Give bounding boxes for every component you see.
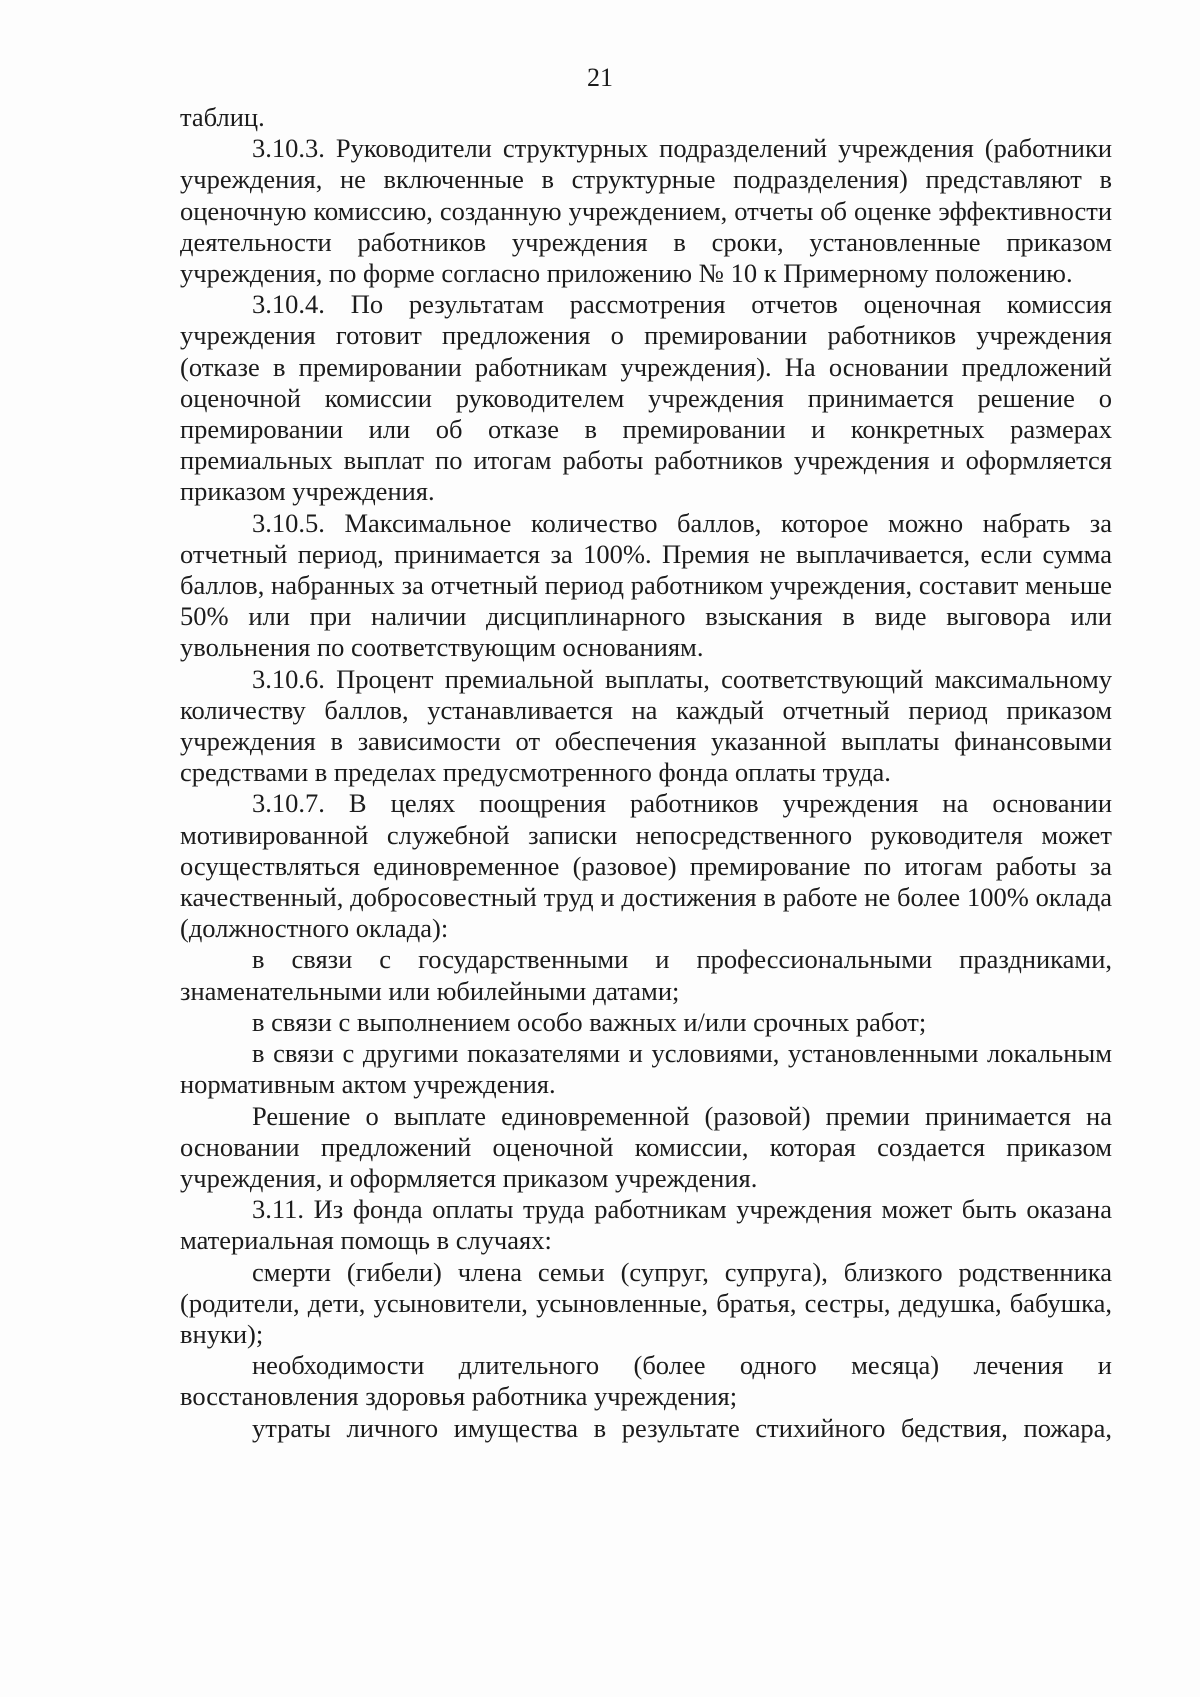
- paragraph-3-10-3: 3.10.3. Руководители структурных подразделений учреждения (работники учреждения, не включенные в структурные подразделения) представляют в оценочную комиссию, созданную учреждением, отчеты об оценке эффективности деятельности работников учреждения в сроки, установленные приказом учреждения, по форме согласно приложению № 10 к Примерному положению.: [180, 133, 1112, 289]
- list-item-death-of-relative: смерти (гибели) члена семьи (супруг, супруга), близкого родственника (родители, дети, усыновители, усыновленные, братья, сестры, дедушка, бабушка, внуки);: [180, 1256, 1112, 1349]
- list-item-loss-of-property: утраты личного имущества в результате стихийного бедствия, пожара,: [252, 1412, 1112, 1443]
- list-item-holidays: в связи с государственными и профессиональными праздниками, знаменательными или юбилейными датами;: [180, 944, 1112, 1006]
- paragraph-3-10-5: 3.10.5. Максимальное количество баллов, которое можно набрать за отчетный период, принимается за 100%. Премия не выплачивается, если сумма баллов, набранных за отчетный период работником учреждения, составит меньше 50% или при наличии дисциплинарного взыскания в виде выговора или увольнения по соответствующим основаниям.: [180, 507, 1112, 663]
- paragraph-bonus-decision: Решение о выплате единовременной (разовой) премии принимается на основании предложений оценочной комиссии, которая создается приказом учреждения, и оформляется приказом учреждения.: [180, 1100, 1112, 1193]
- list-item-urgent-work: в связи с выполнением особо важных и/или срочных работ;: [252, 1006, 927, 1037]
- paragraph-continuation: таблиц.: [180, 102, 265, 132]
- paragraph-3-10-7: 3.10.7. В целях поощрения работников учреждения на основании мотивированной служебной записки непосредственного руководителя может осуществляться единовременное (разовое) премирование по итогам работы за качественный, добросовестный труд и достижения в работе не более 100% оклада (должностного оклада):: [180, 788, 1112, 944]
- paragraph-3-11: 3.11. Из фонда оплаты труда работникам учреждения может быть оказана материальная помощь в случаях:: [180, 1194, 1112, 1256]
- document-body: [180, 102, 1112, 1444]
- page-number: 21: [587, 63, 613, 92]
- paragraph-3-10-6: 3.10.6. Процент премиальной выплаты, соответствующий максимальному количеству баллов, устанавливается на каждый отчетный период приказом учреждения в зависимости от обеспечения указанной выплаты финансовыми средствами в пределах предусмотренного фонда оплаты труда.: [180, 663, 1112, 788]
- list-item-long-treatment: необходимости длительного (более одного месяца) лечения и восстановления здоровья работника учреждения;: [180, 1350, 1112, 1412]
- paragraph-3-10-4: 3.10.4. По результатам рассмотрения отчетов оценочная комиссия учреждения готовит предложения о премировании работников учреждения (отказе в премировании работникам учреждения). На основании предложений оценочной комиссии руководителем учреждения принимается решение о премировании или об отказе в премировании и конкретных размерах премиальных выплат по итогам работы работников учреждения и оформляется приказом учреждения.: [180, 289, 1112, 507]
- list-item-other-indicators: в связи с другими показателями и условиями, установленными локальным нормативным актом учреждения.: [180, 1038, 1112, 1100]
